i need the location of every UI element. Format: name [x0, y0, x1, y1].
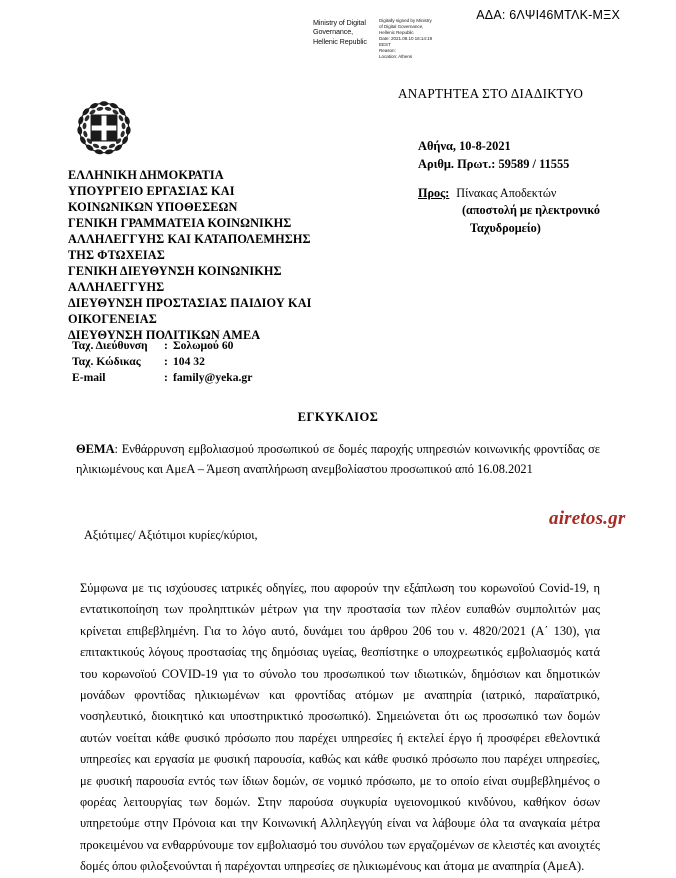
letterhead-line: ΓΕΝΙΚΗ ΔΙΕΥΘΥΝΣΗ ΚΟΙΝΩΝΙΚΗΣ	[68, 263, 282, 278]
recipient-label: Προς:	[418, 186, 450, 200]
letterhead-line: ΟΙΚΟΓΕΝΕΙΑΣ	[68, 311, 157, 326]
subject-block	[76, 440, 600, 479]
contact-row-postcode	[72, 354, 252, 370]
letterhead-line: ΤΗΣ ΦΤΩΧΕΙΑΣ	[68, 247, 165, 262]
digital-signature-stamp	[313, 18, 457, 60]
letterhead-line: ΥΠΟΥΡΓΕΙΟ ΕΡΓΑΣΙΑΣ ΚΑΙ	[68, 183, 235, 198]
signature-details	[379, 18, 457, 60]
signature-detail-line-7: Location: Athens	[379, 54, 413, 60]
contact-email-value: family@yeka.gr	[173, 370, 253, 384]
letterhead-line: ΔΙΕΥΘΥΝΣΗ ΠΡΟΣΤΑΣΙΑΣ ΠΑΙΔΙΟΥ ΚΑΙ	[68, 295, 312, 310]
place-date: Αθήνα, 10-8-2021	[418, 139, 511, 153]
letterhead-line: ΚΟΙΝΩΝΙΚΩΝ ΥΠΟΘΕΣΕΩΝ	[68, 199, 238, 214]
letterhead-line: ΔΙΕΥΘΥΝΣΗ ΠΟΛΙΤΙΚΩΝ ΑΜΕΑ	[68, 327, 261, 342]
recipient-note-line-2: Ταχυδρομείο)	[470, 220, 541, 235]
hellenic-coat-of-arms-icon	[76, 100, 132, 156]
signature-detail-line-4: Date: 2021.08.10 16:14:19	[379, 36, 433, 42]
subject-label: ΘΕΜΑ	[76, 442, 115, 456]
document-type-title: ΕΓΚΥΚΛΙΟΣ	[297, 410, 379, 424]
letterhead-organisation	[68, 168, 368, 344]
recipient-block	[418, 185, 600, 237]
contact-value: 104 32	[173, 354, 205, 368]
publication-notice: ΑΝΑΡΤΗΤΕΑ ΣΤΟ ΔΙΑΔΙΚΤΥΟ	[398, 86, 584, 101]
protocol-number: Αριθμ. Πρωτ.: 59589 / 11555	[418, 156, 570, 171]
contact-separator: :	[164, 370, 168, 384]
contact-key: Ταχ. Διεύθυνση	[72, 339, 148, 352]
signature-detail-line-5: EEST	[379, 42, 391, 48]
contact-row-email	[72, 370, 252, 386]
signature-detail-line-2: of Digital Governance,	[379, 24, 424, 30]
contact-details	[72, 338, 252, 386]
recipient-value: Πίνακας Αποδεκτών	[456, 186, 557, 200]
signature-detail-line-3: Hellenic Republic	[379, 30, 414, 36]
ada-reference-number: ΑΔΑ: 6ΛΨΙ46ΜΤΛΚ-ΜΞΧ	[476, 8, 620, 22]
subject-text: : Ενθάρρυνση εμβολιασμού προσωπικού σε δομές παροχής υπηρεσιών κοινωνικής φροντίδας σε ηλικιωμένους και ΑμεΑ – Άμεση αναπλήρωση ανεμβολίαστου προσωπικού από 16.08.2021	[76, 442, 600, 476]
contact-separator: :	[164, 339, 168, 352]
letterhead-line: ΕΛΛΗΝΙΚΗ ΔΗΜΟΚΡΑΤΙΑ	[68, 168, 224, 182]
letterhead-line: ΑΛΛΗΛΕΓΓΥΗΣ ΚΑΙ ΚΑΤΑΠΟΛΕΜΗΣΗΣ	[68, 231, 311, 246]
letterhead-line: ΓΕΝΙΚΗ ΓΡΑΜΜΑΤΕΙΑ ΚΟΙΝΩΝΙΚΗΣ	[68, 215, 292, 230]
signature-detail-line-6: Reason:	[379, 48, 396, 54]
contact-key: Ταχ. Κώδικας	[72, 354, 141, 368]
recipient-row	[418, 185, 600, 202]
signature-detail-line-1: Digitally signed by Ministry	[379, 18, 432, 23]
contact-key: E-mail	[72, 370, 106, 384]
contact-value: Σολωμού 60	[173, 339, 234, 352]
letterhead-line: ΑΛΛΗΛΕΓΓΥΗΣ	[68, 279, 165, 294]
contact-separator: :	[164, 354, 168, 368]
site-watermark: airetos.gr	[549, 508, 626, 529]
contact-row-address	[72, 338, 252, 354]
body-paragraph-1: Σύμφωνα με τις ισχύουσες ιατρικές οδηγίες, που αφορούν την εξάπλωση του κορωνοϊού Covid-19, η εντατικοποίηση των προληπτικών μέτρων για την προστασία των πλέον ευπαθών συμπολιτών μας κρίνεται επιβεβλημένη. Για το λόγο αυτό, δυνάμει του άρθρου 206 του ν. 4820/2021 (Α΄ 130), για επιτακτικούς λόγους προστασίας της δημόσιας υγείας, θεσπίστηκε ο υποχρεωτικός εμβολιασμός κατά του κορωνοϊού COVID-19 για το σύνολο του προσωπικού των ιδιωτικών, δημόσιων και δημοτικών μονάδων φροντίδας ηλικιωμένων και φροντίδας ατόμων με αναπηρία (ιατρικό, παραϊατρικό, νοσηλευτικό, διοικητικό και υποστηρικτικό προσωπικό). Σημειώνεται ότι ως προσωπικό των δομών αυτών νοείται κάθε φυσικό πρόσωπο που παρέχει υπηρεσίες ή εκτελεί έργο ή προσφέρει εθελοντικά υπηρεσίες και εργασία με φυσική παρουσία, καθώς και κάθε φυσικό πρόσωπο που παρέχει υπηρεσίες, με φυσική παρουσία εντός των ίδιων δομών, σε νομικό πρόσωπο, με το οποίο είναι συμβεβλημένος ο φορέας λειτουργίας των δομών. Στην παρούσα συγκυρία υγειονομικού κινδύνου, καθήκον όσων υπηρετούμε στην Πρόνοια και την Κοινωνική Αλληλεγγύη είναι να λάβουμε όλα τα αναγκαία μέτρα προκειμένου να ενθαρρύνουμε τον εμβολιασμό του συνόλου των εργαζομένων σε κλειστές και ανοιχτές δομές όπου φιλοξενούνται ή παρέχονται υπηρεσίες σε ηλικιωμένους και άτομα με αναπηρία (ΑμεΑ).	[80, 581, 600, 874]
salutation: Αξιότιμες/ Αξιότιμοι κυρίες/κύριοι,	[84, 528, 258, 542]
signature-authority: Ministry of Digital Governance, Hellenic Republic	[313, 18, 367, 46]
recipient-note-line-1: (αποστολή με ηλεκτρονικό	[462, 203, 600, 218]
date-and-protocol-block	[418, 138, 569, 174]
